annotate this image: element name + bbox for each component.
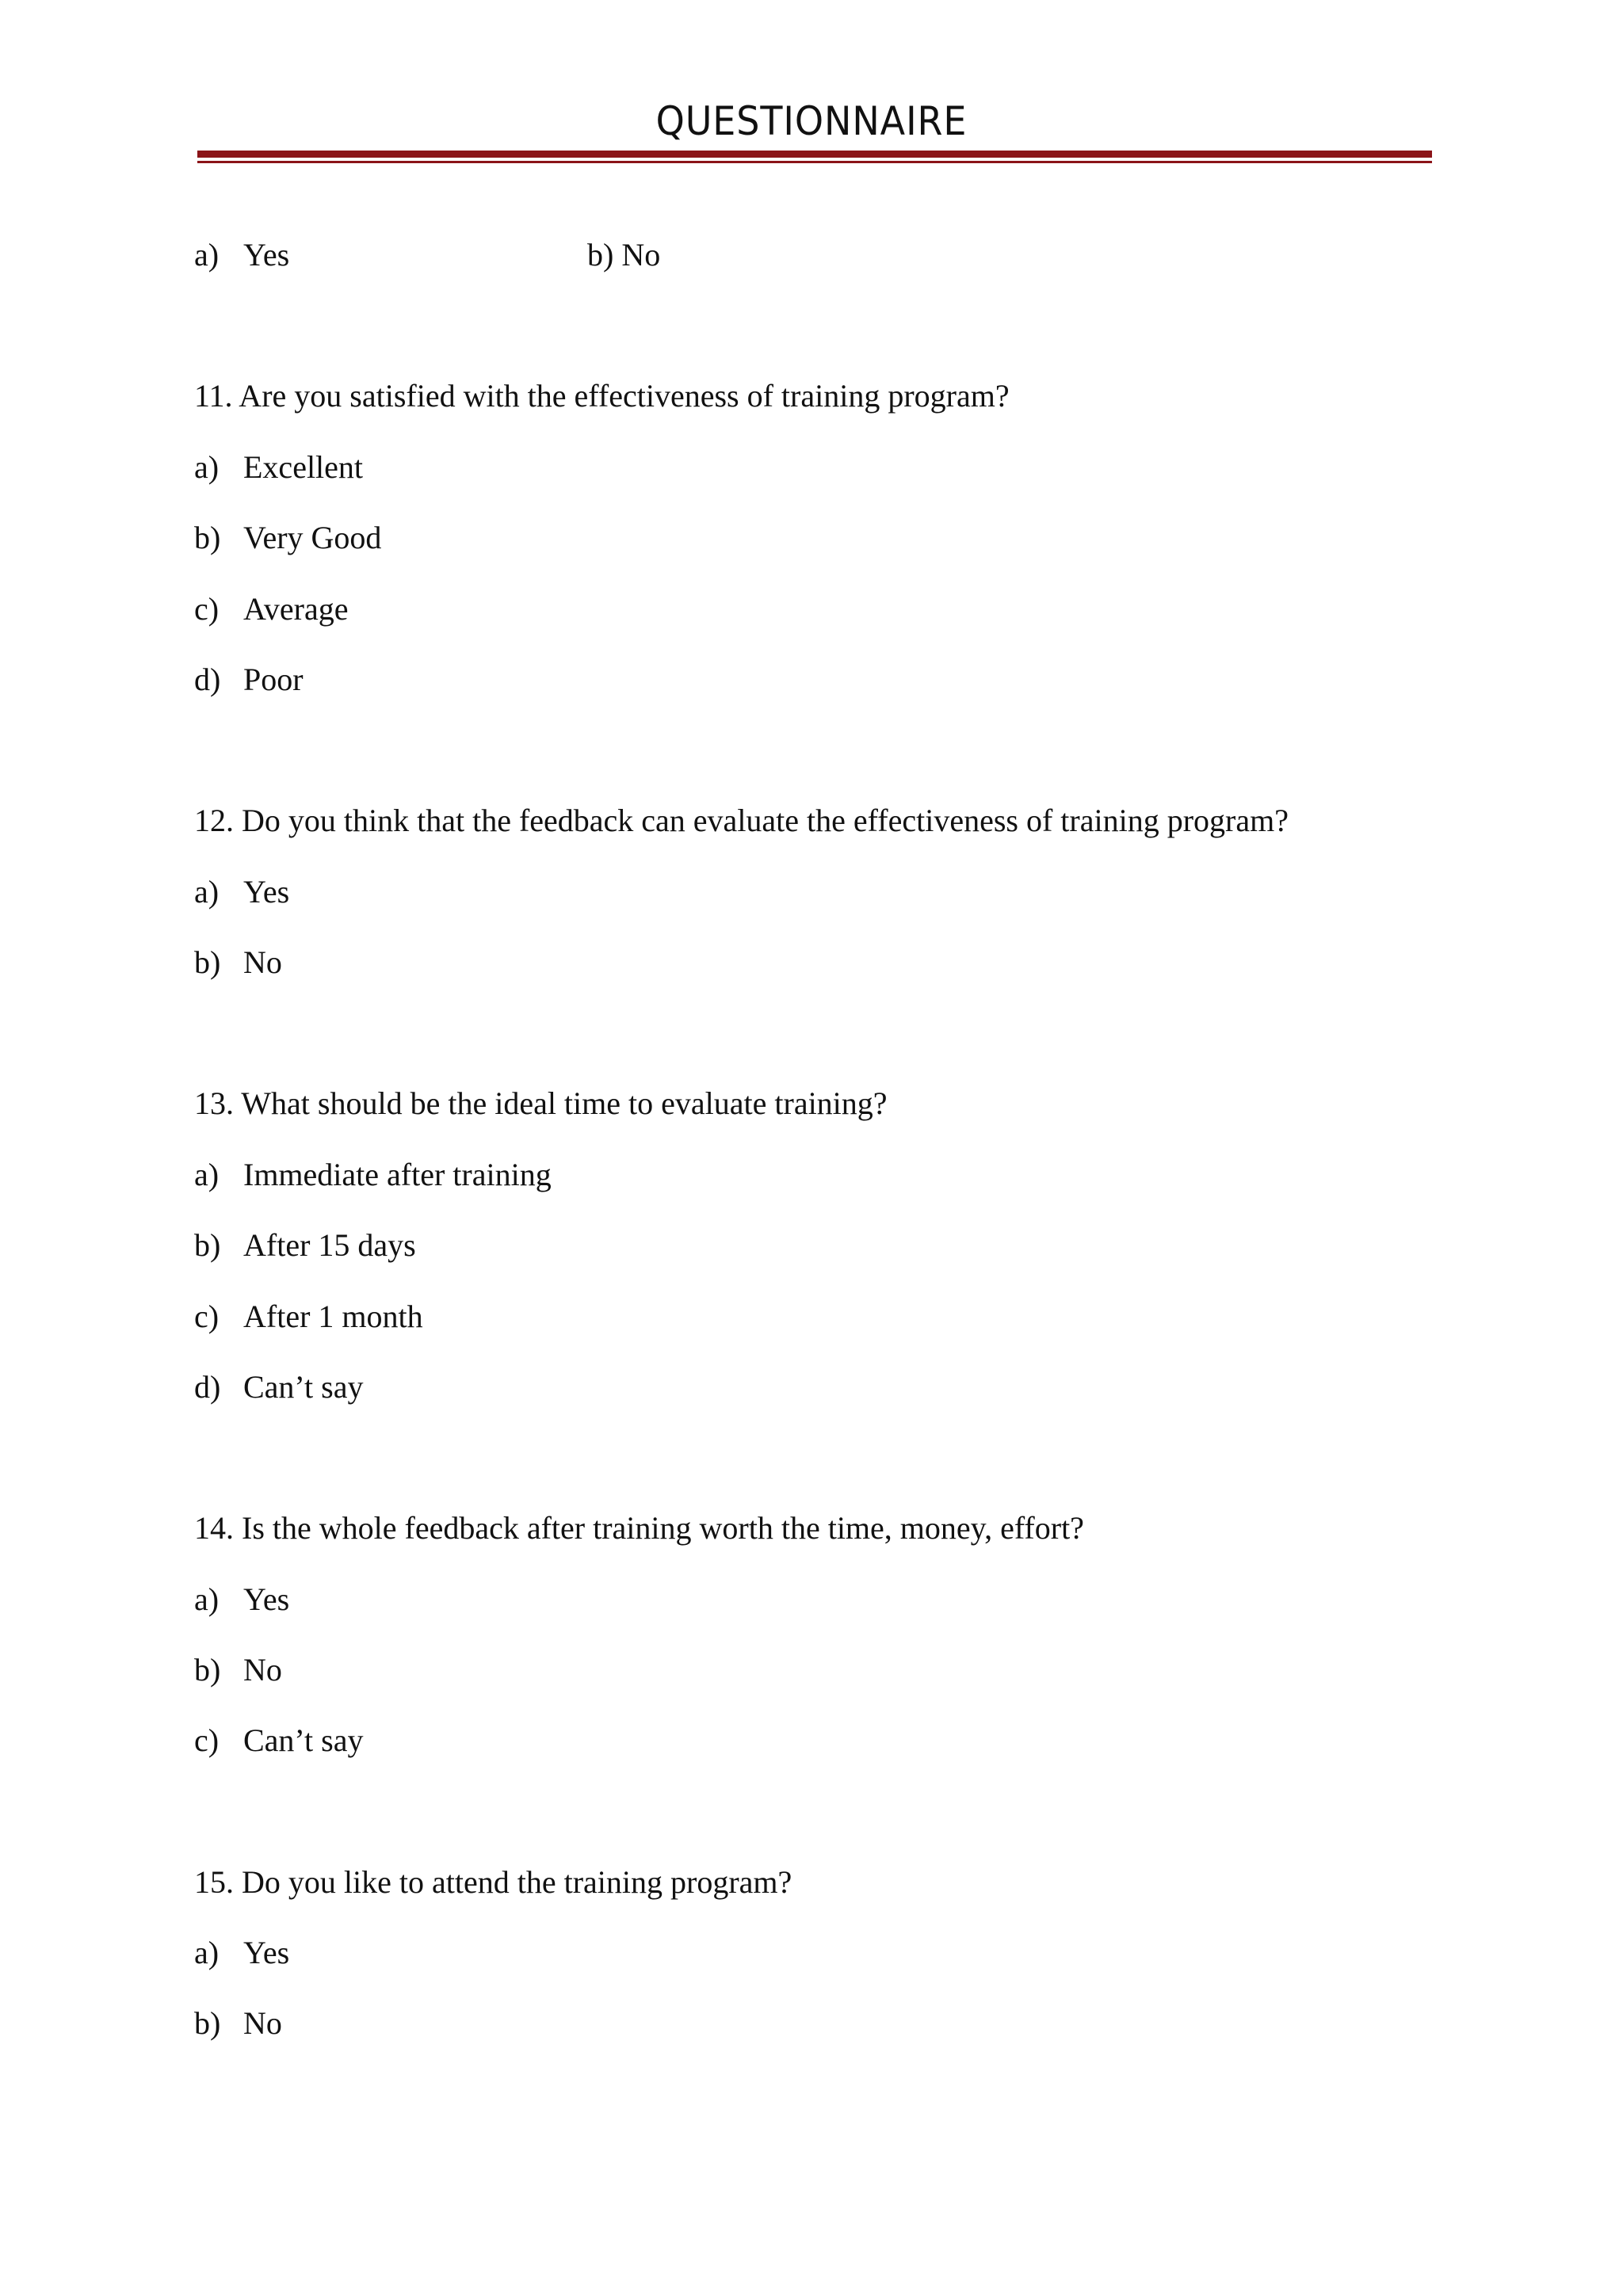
question-14: 14. Is the whole feedback after training worth the time, money, effort?: [194, 1510, 1084, 1546]
option-text: Yes: [243, 874, 290, 910]
option-marker: b): [194, 1227, 221, 1263]
question-15: 15. Do you like to attend the training program?: [194, 1864, 792, 1900]
list-item: [194, 660, 304, 700]
header-rule-thick: [197, 151, 1432, 158]
option-marker: b): [194, 2005, 221, 2041]
header-rule-thin: [197, 161, 1432, 163]
option-text: Yes: [243, 1935, 290, 1970]
option-text: Immediate after training: [243, 1157, 552, 1192]
list-item: [194, 1721, 363, 1760]
list-item: [194, 1226, 416, 1265]
option-marker: b): [194, 944, 221, 980]
list-item: [194, 2004, 282, 2043]
option-text: After 1 month: [243, 1299, 423, 1334]
option-text: Average: [243, 591, 349, 627]
option-text: After 15 days: [243, 1227, 416, 1263]
question-13: 13. What should be the ideal time to evaluate training?: [194, 1085, 888, 1121]
option-text: No: [243, 2005, 282, 2041]
list-item: [194, 1580, 289, 1619]
list-item: [194, 1297, 423, 1337]
option-inline-b: b) No: [587, 237, 661, 273]
option-marker: a): [194, 449, 220, 485]
option-marker: c): [194, 591, 220, 627]
option-marker: a): [194, 1935, 220, 1970]
option-marker: a): [194, 874, 220, 910]
list-item: [194, 1933, 289, 1973]
option-text: Poor: [243, 662, 304, 697]
option-marker: a): [194, 1581, 220, 1617]
option-marker: d): [194, 662, 221, 697]
list-item: [194, 1367, 363, 1407]
question-12: 12. Do you think that the feedback can evaluate the effectiveness of training program?: [194, 803, 1289, 838]
option-marker: a): [194, 1157, 220, 1192]
option-text: Yes: [243, 237, 290, 273]
list-item: [194, 1650, 282, 1690]
option-text: No: [243, 1652, 282, 1688]
list-item: [194, 1155, 552, 1195]
option-marker: b): [194, 520, 221, 555]
option-text: Yes: [243, 1581, 290, 1617]
list-item: [194, 518, 381, 558]
list-item: [194, 872, 289, 912]
option-marker: a): [194, 237, 220, 273]
list-item: [194, 943, 282, 982]
option-marker: d): [194, 1369, 221, 1405]
option-text: Excellent: [243, 449, 364, 485]
continuation-options: [194, 235, 661, 275]
list-item: [194, 589, 349, 629]
question-11: 11. Are you satisfied with the effectiveness of training program?: [194, 378, 1010, 414]
option-marker: c): [194, 1299, 220, 1334]
option-text: Can’t say: [243, 1722, 364, 1758]
option-text: Can’t say: [243, 1369, 364, 1405]
list-item: [194, 448, 363, 487]
option-marker: c): [194, 1722, 220, 1758]
option-text: No: [243, 944, 282, 980]
option-marker: b): [194, 1652, 221, 1688]
page-title: QUESTIONNAIRE: [655, 98, 968, 144]
option-text: Very Good: [243, 520, 382, 555]
